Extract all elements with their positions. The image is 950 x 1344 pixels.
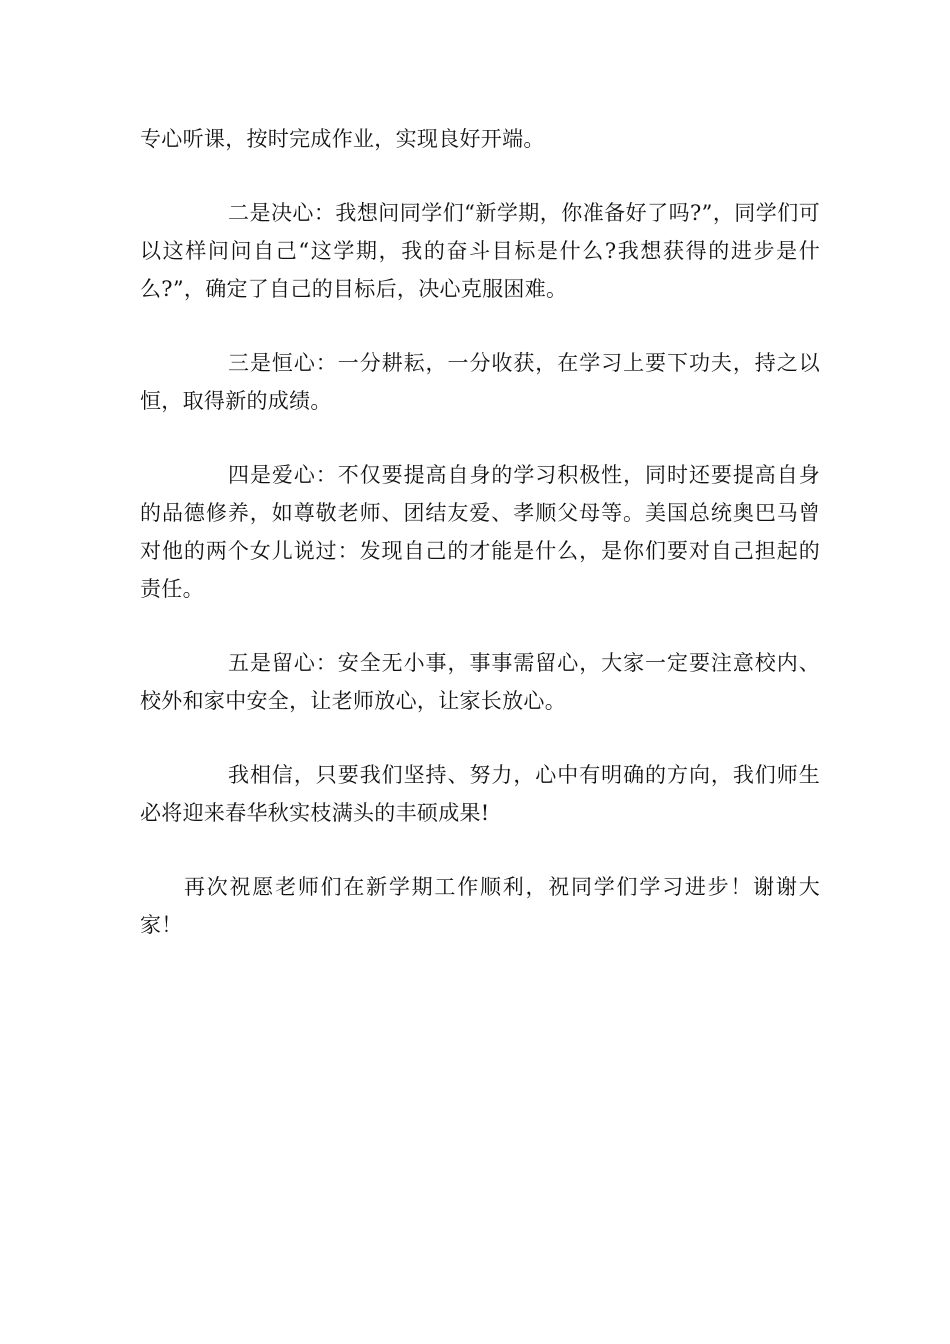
paragraph-closing-wishes: 再次祝愿老师们在新学期工作顺利，祝同学们学习进步！谢谢大家！: [140, 875, 820, 937]
document-body: [140, 120, 820, 980]
paragraph-belief: 我相信，只要我们坚持、努力，心中有明确的方向，我们师生必将迎来春华秋实枝满头的丰硕成果!: [140, 763, 820, 825]
paragraph-determination: 二是决心：我想问同学们“新学期，你准备好了吗?”，同学们可以这样问问自己“这学期，我的奋斗目标是什么?我想获得的进步是什么?”，确定了自己的目标后，决心克服困难。: [140, 201, 820, 301]
paragraph-perseverance: 三是恒心：一分耕耘，一分收获，在学习上要下功夫，持之以恒，取得新的成绩。: [140, 351, 820, 413]
paragraph-attentiveness: 五是留心：安全无小事，事事需留心，大家一定要注意校内、校外和家中安全，让老师放心，让家长放心。: [140, 651, 820, 713]
paragraph-caring: 四是爱心：不仅要提高自身的学习积极性，同时还要提高自身的品德修养，如尊敬老师、团结友爱、孝顺父母等。美国总统奥巴马曾对他的两个女儿说过：发现自己的才能是什么，是你们要对自己担起的责任。: [140, 463, 820, 601]
paragraph-opening-continuation: 专心听课，按时完成作业，实现良好开端。: [140, 127, 545, 151]
